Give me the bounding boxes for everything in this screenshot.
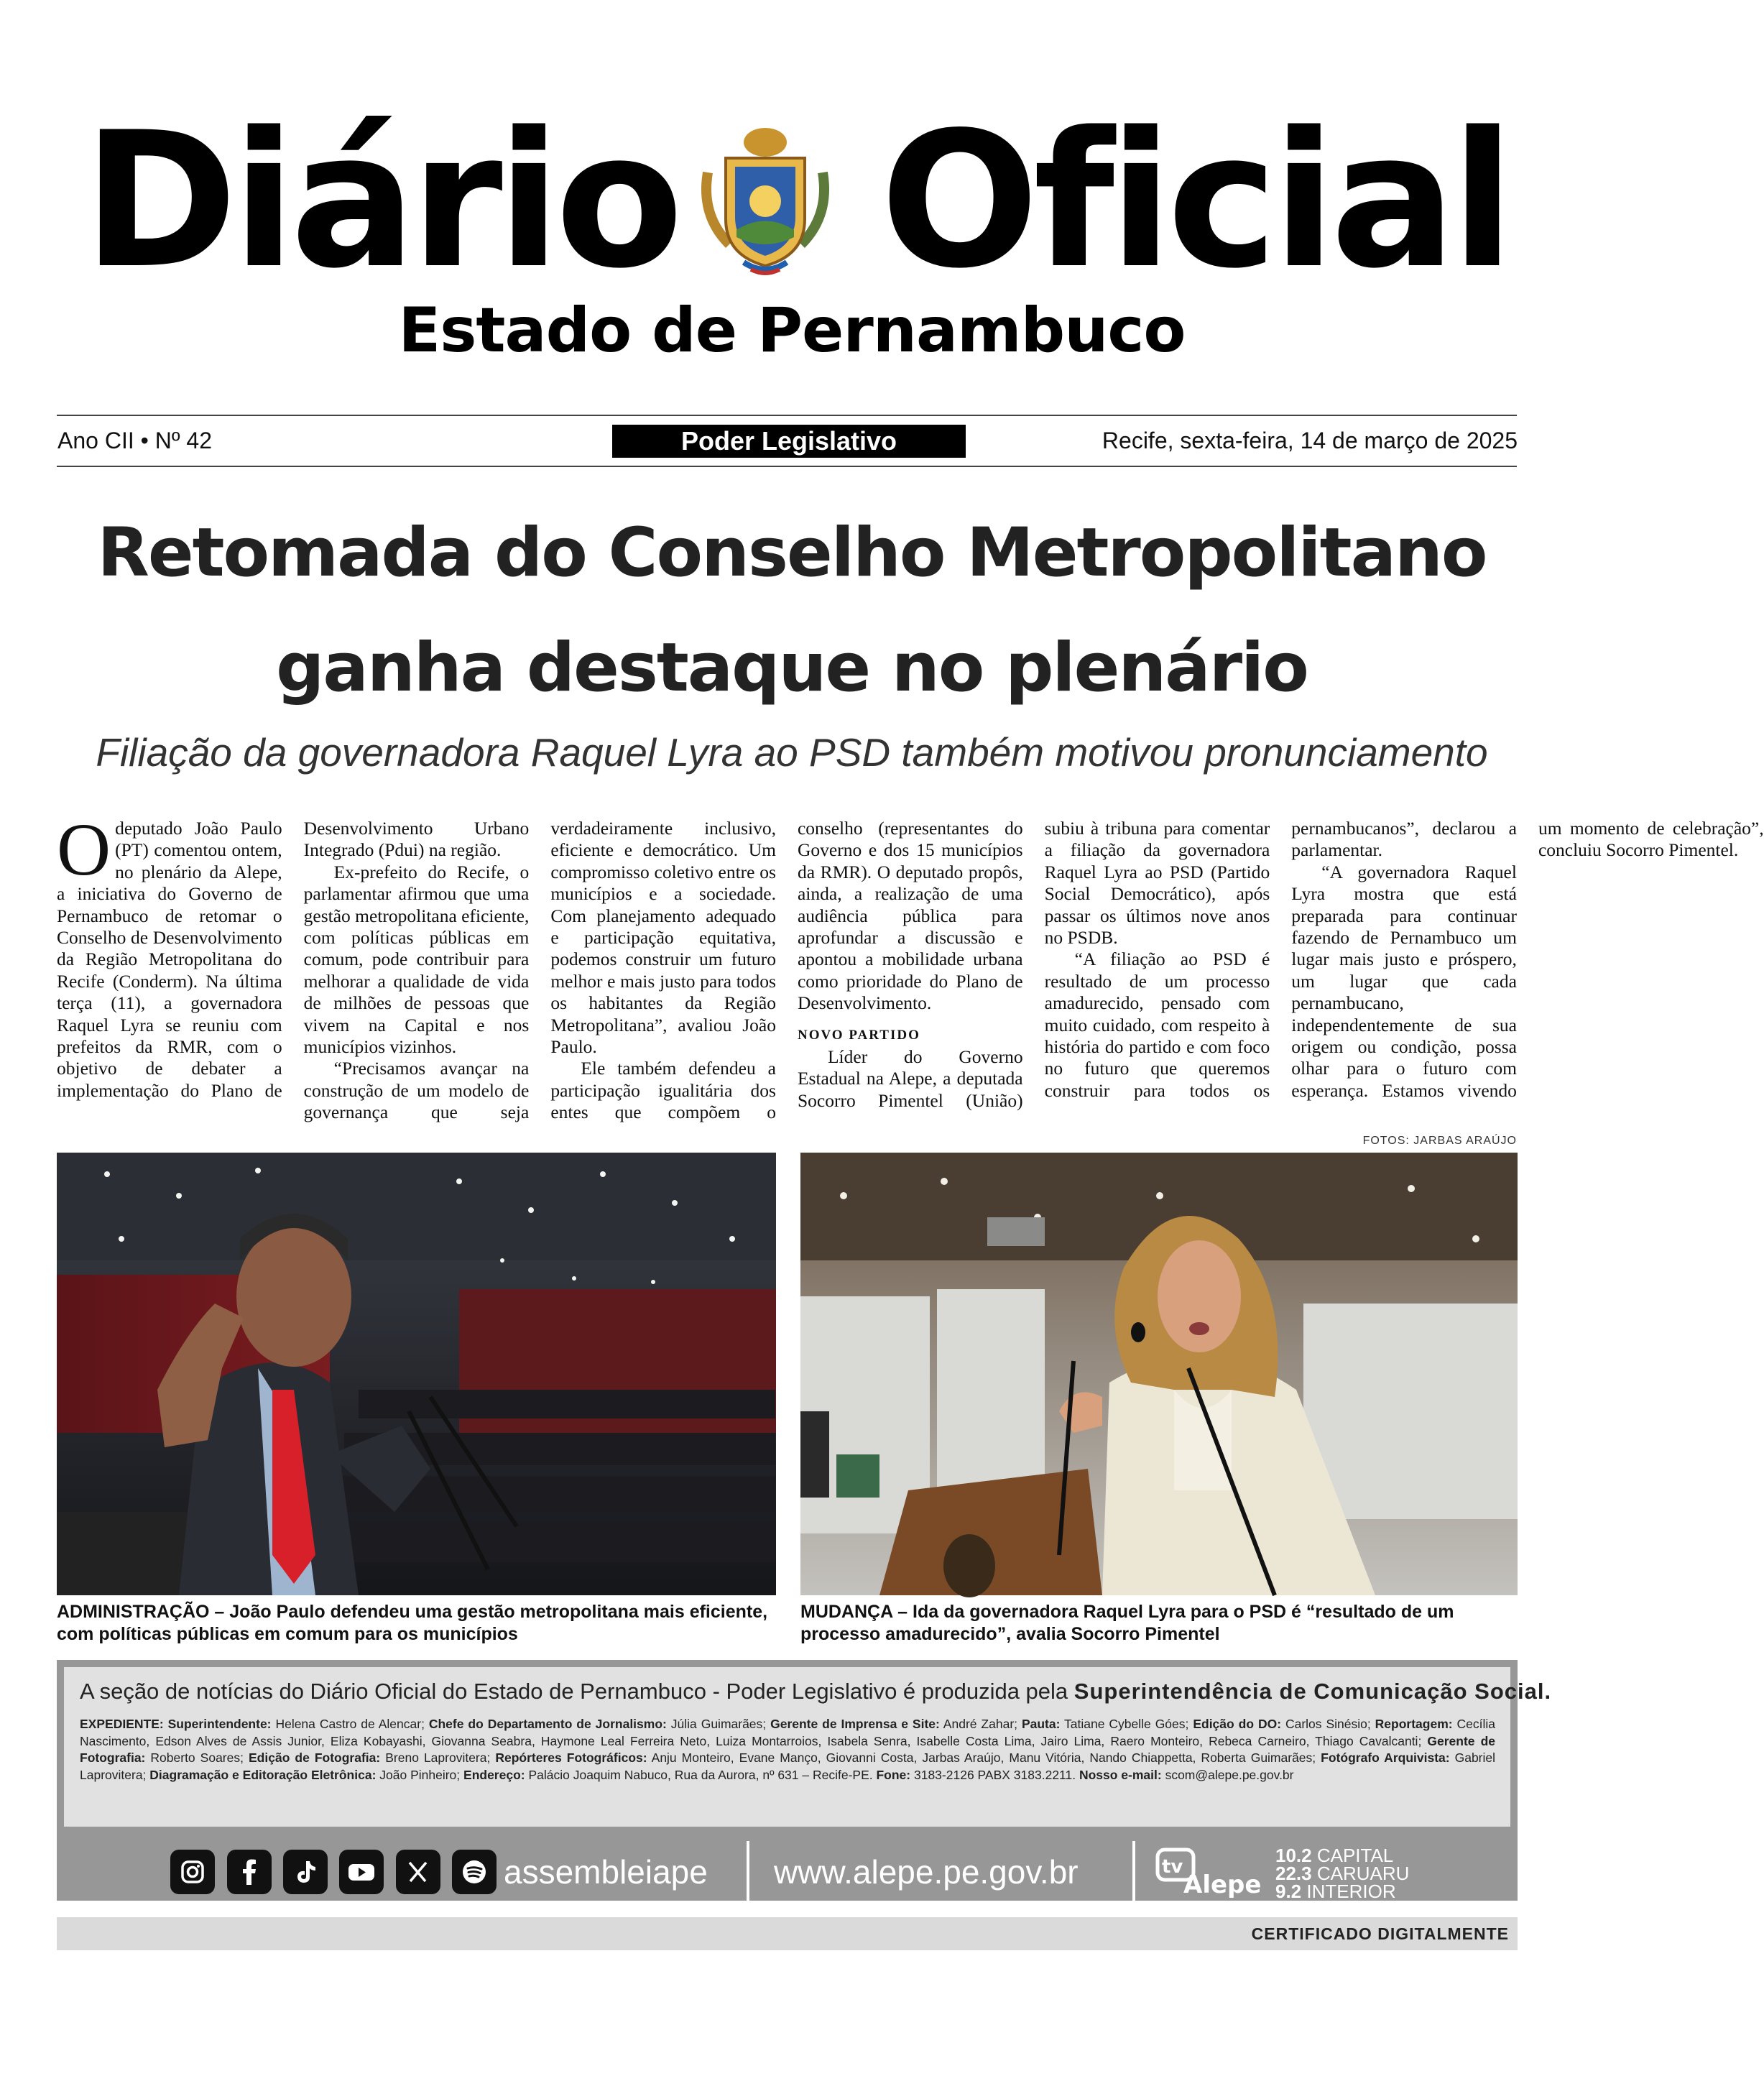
expediente-label: Edição do DO: xyxy=(1193,1717,1282,1731)
expediente-label: EXPEDIENTE: Superintendente: xyxy=(80,1717,272,1731)
frequency-row: 9.2 INTERIOR xyxy=(1275,1881,1396,1902)
svg-text:tv: tv xyxy=(1162,1856,1183,1878)
expediente-entry xyxy=(495,1750,1321,1765)
photo-socorro-pimentel xyxy=(800,1153,1518,1595)
divider xyxy=(747,1841,749,1906)
article-paragraph: “A filiação ao PSD é resultado de um processo amadurecido, pensado com muito cuidado, com respeito à história do partido e com foco no futuro que queremos construir para todos os pernambucanos”, declarou a parlamentar. xyxy=(1044,818,1517,1101)
website-link[interactable]: www.alepe.pe.gov.br xyxy=(774,1853,1079,1891)
frequency-row: 10.2 CAPITAL xyxy=(1275,1845,1394,1866)
expediente-entry xyxy=(429,1717,770,1731)
tv-alepe-logo xyxy=(1156,1847,1264,1897)
article-paragraph: Ex-prefeito do Recife, o parlamentar afirmou que uma gestão metropolitana eficiente, com políticas públicas em comum, pode contribuir para melhorar a qualidade de vida de milhões de pessoas que vivem na Capital e nos municípios vizinhos. xyxy=(303,861,530,1058)
article-paragraph: Líder do Governo Estadual na Alepe, a deputada Socorro Pimentel (União) subiu à tribuna para comentar a filiação da governadora Raquel Lyra ao PSD (Partido Social Democrático), após passar os últimos nove anos no PSDB. xyxy=(797,818,1270,1111)
caption-left: ADMINISTRAÇÃO – João Paulo defendeu uma gestão metropolitana mais eficiente, com políticas públicas em comum para os municípios xyxy=(57,1602,768,1644)
expediente-value: Gabriel Laprovitera; xyxy=(80,1750,1496,1783)
social-handle[interactable]: assembleiape xyxy=(504,1853,708,1891)
dateline: Recife, sexta-feira, 14 de março de 2025 xyxy=(1102,428,1518,453)
expediente-entry xyxy=(463,1768,876,1782)
certificate-text: CERTIFICADO DIGITALMENTE xyxy=(1251,1924,1509,1943)
expediente-value: Carlos Sinésio; xyxy=(1281,1717,1375,1731)
expediente-entry xyxy=(876,1768,1079,1782)
expediente-entry xyxy=(770,1717,1022,1731)
edition-number: Ano CII • Nº 42 xyxy=(57,428,212,453)
expediente-entry xyxy=(149,1768,463,1782)
expediente-label: Gerente de Imprensa e Site: xyxy=(770,1717,940,1731)
expediente-value: Palácio Joaquim Nabuco, Rua da Aurora, nº 631 – Recife-PE. xyxy=(525,1768,877,1783)
expediente-value: Júlia Guimarães; xyxy=(666,1717,771,1731)
expediente-entry xyxy=(1079,1768,1294,1782)
instagram-icon[interactable] xyxy=(170,1850,215,1894)
frequency-row: 22.3 CARUARU xyxy=(1275,1863,1410,1884)
spotify-icon[interactable] xyxy=(452,1850,497,1894)
svg-text:Alepe: Alepe xyxy=(1183,1870,1262,1899)
expediente-entry xyxy=(1022,1717,1193,1731)
expediente-label: Edição de Fotografia: xyxy=(249,1750,381,1766)
expediente-value: Roberto Soares; xyxy=(145,1750,249,1766)
photo-credit: FOTOS: JARBAS ARAÚJO xyxy=(1362,1135,1517,1147)
certificate-bar xyxy=(57,1917,1518,1950)
youtube-icon[interactable] xyxy=(339,1850,384,1894)
expediente-label: Nosso e-mail: xyxy=(1079,1768,1162,1783)
photo-joao-paulo xyxy=(57,1153,776,1595)
facebook-icon[interactable] xyxy=(227,1850,272,1894)
coat-of-arms-icon xyxy=(686,122,844,280)
article-paragraph: Odeputado João Paulo (PT) comentou ontem, no plenário da Alepe, a iniciativa do Governo de Pernambuco de retomar o Conselho de Desenvolvimento da Região Metropolitana do Recife (Conderm). Na última terça (11), a governadora Raquel Lyra se reuniu com prefeitos da RMR, com o objetivo de debater a implementação do Plano de Desenvolvimento Urbano Integrado (Pdui) na região. xyxy=(57,808,530,1101)
divider xyxy=(1132,1841,1135,1906)
expediente-label: Diagramação e Editoração Eletrônica: xyxy=(149,1768,377,1783)
expediente-entry xyxy=(249,1750,495,1765)
expediente-entry xyxy=(1193,1717,1375,1731)
expediente-label: Reportagem: xyxy=(1375,1717,1453,1731)
expediente-value: Helena Castro de Alencar; xyxy=(271,1717,429,1731)
tiktok-icon[interactable] xyxy=(283,1850,328,1894)
article-body xyxy=(57,808,1764,1127)
article-paragraph: “Precisamos avançar na construção de um modelo de governança que seja verdadeiramente inclusivo, eficiente e democrático. Um compromisso coletivo entre os municípios e a sociedade. Com planejamento adequado e participação equitativa, podemos construir um futuro melhor e mais justo para todos os habitantes da Região Metropolitana”, avaliou João Paulo. xyxy=(303,818,776,1123)
radio-frequencies xyxy=(1275,1847,1409,1901)
footer-lead: A seção de notícias do Diário Oficial do Estado de Pernambuco - Poder Legislativo é produzida pela Superintendência de Comunicação Social. xyxy=(80,1679,1552,1704)
expediente-text xyxy=(80,1716,1495,1784)
expediente-label: Chefe do Departamento de Jornalismo: xyxy=(428,1717,667,1731)
dropcap: O xyxy=(57,808,111,891)
expediente-panel xyxy=(64,1667,1552,1827)
headline xyxy=(43,496,1541,726)
headline-line-2: ganha destaque no plenário xyxy=(276,629,1308,707)
masthead-title-left: Diário xyxy=(83,93,678,310)
expediente-label: Repórteres Fotográficos: xyxy=(495,1750,647,1766)
social-row xyxy=(57,1827,1518,1901)
headline-line-1: Retomada do Conselho Metropolitano xyxy=(97,514,1487,592)
expediente-value: Cecília Nascimento, Edson Alves de Assis Junior, Eliza Kobayashi, Giovanna Seabra, Haymone Leal Ferreira Neto, Luiza Montarroios, Isabela Senra, Isabelle Costa Lima, Jairo Lima, Raero Monteiro, Rebeca Carneiro, Thiago Cavalcanti; xyxy=(80,1717,1496,1748)
expediente-entry xyxy=(80,1717,429,1731)
article-paragraph: “A governadora Raquel Lyra mostra que está preparada para continuar fazendo de Pernambuco um lugar mais justo e próspero, um lugar que cada pernambucano, independentemente de sua origem ou condição, possa olhar para o futuro com esperança. Estamos vivendo um momento de celebração”, concluiu Socorro Pimentel. xyxy=(1291,818,1764,1101)
x-icon[interactable] xyxy=(396,1850,440,1894)
expediente-value: Anju Monteiro, Evane Manço, Giovanni Costa, Jarbas Araújo, Manu Vitória, Nando Chiappetta, Roberta Guimarães; xyxy=(647,1750,1321,1766)
masthead-subtitle: Estado de Pernambuco xyxy=(398,295,1186,366)
caption-right: MUDANÇA – Ida da governadora Raquel Lyra para o PSD é “resultado de um processo amadurecido”, avalia Socorro Pimentel xyxy=(800,1602,1454,1644)
expediente-label: Fotógrafo Arquivista: xyxy=(1321,1750,1450,1766)
expediente-label: Fone: xyxy=(876,1768,911,1783)
expediente-value: Tatiane Cybelle Góes; xyxy=(1060,1717,1193,1731)
footer-credits-box xyxy=(57,1660,1552,1902)
expediente-label: Gerente de Fotografia: xyxy=(80,1733,1495,1766)
section-tag: Poder Legislativo xyxy=(612,425,966,458)
masthead xyxy=(0,93,1584,310)
subhead: NOVO PARTIDO xyxy=(797,1027,920,1043)
bottom-rule xyxy=(57,466,1517,467)
article-paragraph: Ele também defendeu a participação igualitária dos entes que compõem o conselho (representantes do Governo e dos 15 municípios da RMR). O deputado propôs, ainda, a realização de uma audiência pública para aprofundar a discussão e apontou a mobilidade urbana como prioridade do Plano de Desenvolvimento. xyxy=(550,818,1023,1123)
expediente-value: João Pinheiro; xyxy=(376,1768,464,1783)
expediente-value: 3183-2126 PABX 3183.2211. xyxy=(910,1768,1079,1783)
expediente-label: Endereço: xyxy=(463,1768,525,1783)
top-rule xyxy=(57,415,1517,416)
expediente-label: Pauta: xyxy=(1021,1717,1061,1731)
expediente-value: André Zahar; xyxy=(939,1717,1022,1731)
expediente-value: Breno Laprovitera; xyxy=(380,1750,496,1766)
deck: Filiação da governadora Raquel Lyra ao PSD também motivou pronunciamento xyxy=(96,730,1488,775)
masthead-title-right: Oficial xyxy=(880,93,1510,310)
expediente-value[interactable]: scom@alepe.pe.gov.br xyxy=(1161,1768,1294,1783)
